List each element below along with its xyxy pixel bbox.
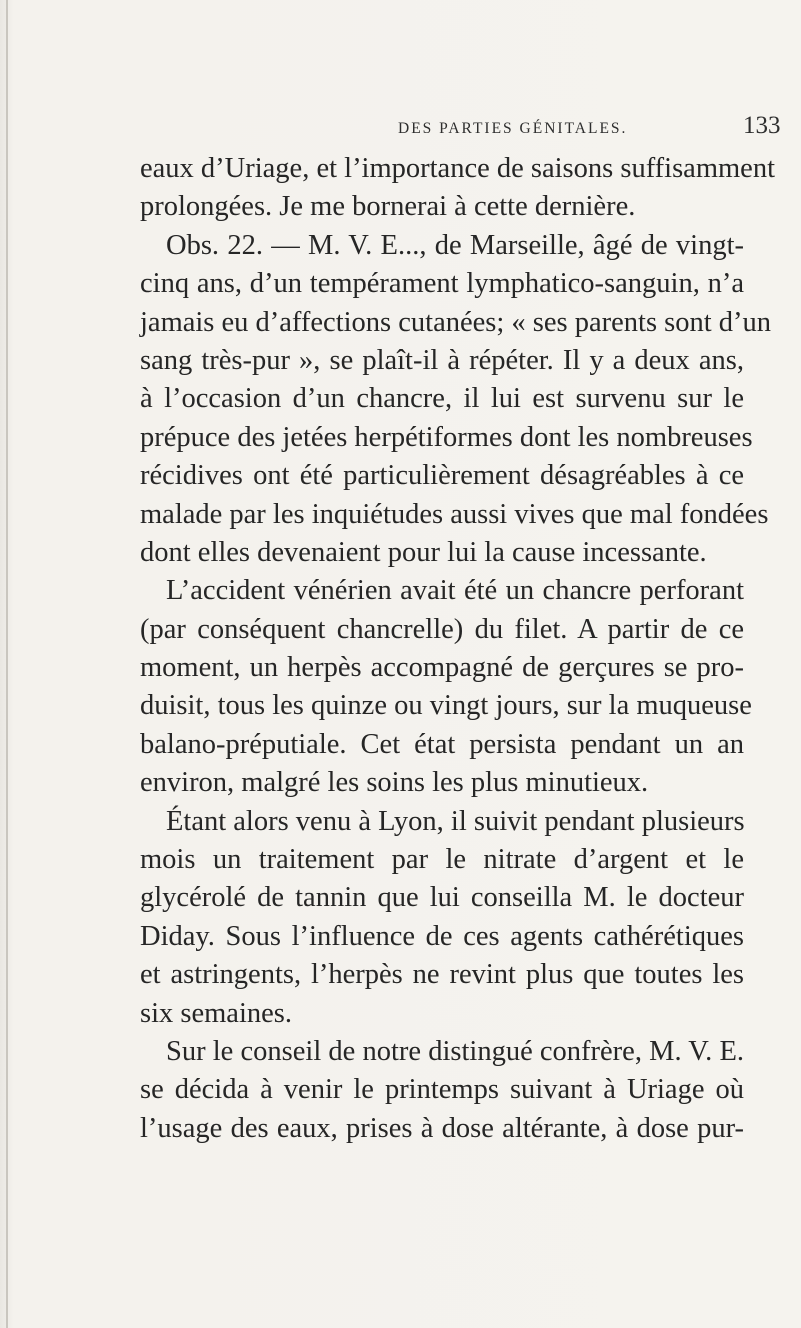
text-line: à l’occasion d’un chancre, il lui est survenu sur le <box>140 383 744 415</box>
text-line: L’accident vénérien avait été un chancre perforant <box>166 575 744 607</box>
text-line: Diday. Sous l’influence de ces agents cathérétiques <box>140 920 744 952</box>
text-line: Étant alors venu à Lyon, il suivit pendant plusieurs <box>166 805 745 837</box>
text-line: l’usage des eaux, prises à dose altérante, à dose pur- <box>140 1112 744 1144</box>
body-text <box>140 150 775 1148</box>
text-line: prépuce des jetées herpétiformes dont les nombreuses <box>140 421 753 453</box>
text-line: se décida à venir le printemps suivant à Uriage où <box>140 1074 744 1106</box>
text-line: dont elles devenaient pour lui la cause incessante. <box>140 536 707 568</box>
text-line: environ, malgré les soins les plus minutieux. <box>140 767 649 799</box>
page-number: 133 <box>743 112 781 139</box>
text-line: Sur le conseil de notre distingué confrère, M. V. E. <box>166 1035 744 1067</box>
text-line: prolongées. Je me bornerai à cette dernière. <box>140 191 636 223</box>
text-line: mois un traitement par le nitrate d’argent et le <box>140 844 744 876</box>
text-line: sang très-pur », se plaît-il à répéter. Il y a deux ans, <box>140 344 744 376</box>
text-line: glycérolé de tannin que lui conseilla M. le docteur <box>140 882 744 914</box>
text-line: duisit, tous les quinze ou vingt jours, sur la muqueuse <box>140 690 752 722</box>
text-line: balano-préputiale. Cet état persista pendant un an <box>140 728 744 760</box>
text-line: (par conséquent chancrelle) du filet. A partir de ce <box>140 613 744 645</box>
text-line: récidives ont été particulièrement désagréables à ce <box>140 460 744 492</box>
text-line: Obs. 22. — M. V. E..., de Marseille, âgé de vingt- <box>166 229 744 261</box>
text-line: eaux d’Uriage, et l’importance de saisons suffisamment <box>140 153 775 184</box>
page-header <box>0 112 801 146</box>
text-line: jamais eu d’affections cutanées; « ses parents sont d’un <box>140 306 772 338</box>
text-line: cinq ans, d’un tempérament lymphatico-sanguin, n’a <box>140 268 744 300</box>
text-line: malade par les inquiétudes aussi vives que mal fondées <box>140 498 769 530</box>
page-gutter-edge <box>6 0 8 1328</box>
text-line: six semaines. <box>140 997 292 1029</box>
text-line: moment, un herpès accompagné de gerçures se pro- <box>140 652 744 684</box>
text-line: et astringents, l’herpès ne revint plus que toutes les <box>140 959 744 991</box>
running-head: DES PARTIES GÉNITALES. <box>398 120 628 137</box>
